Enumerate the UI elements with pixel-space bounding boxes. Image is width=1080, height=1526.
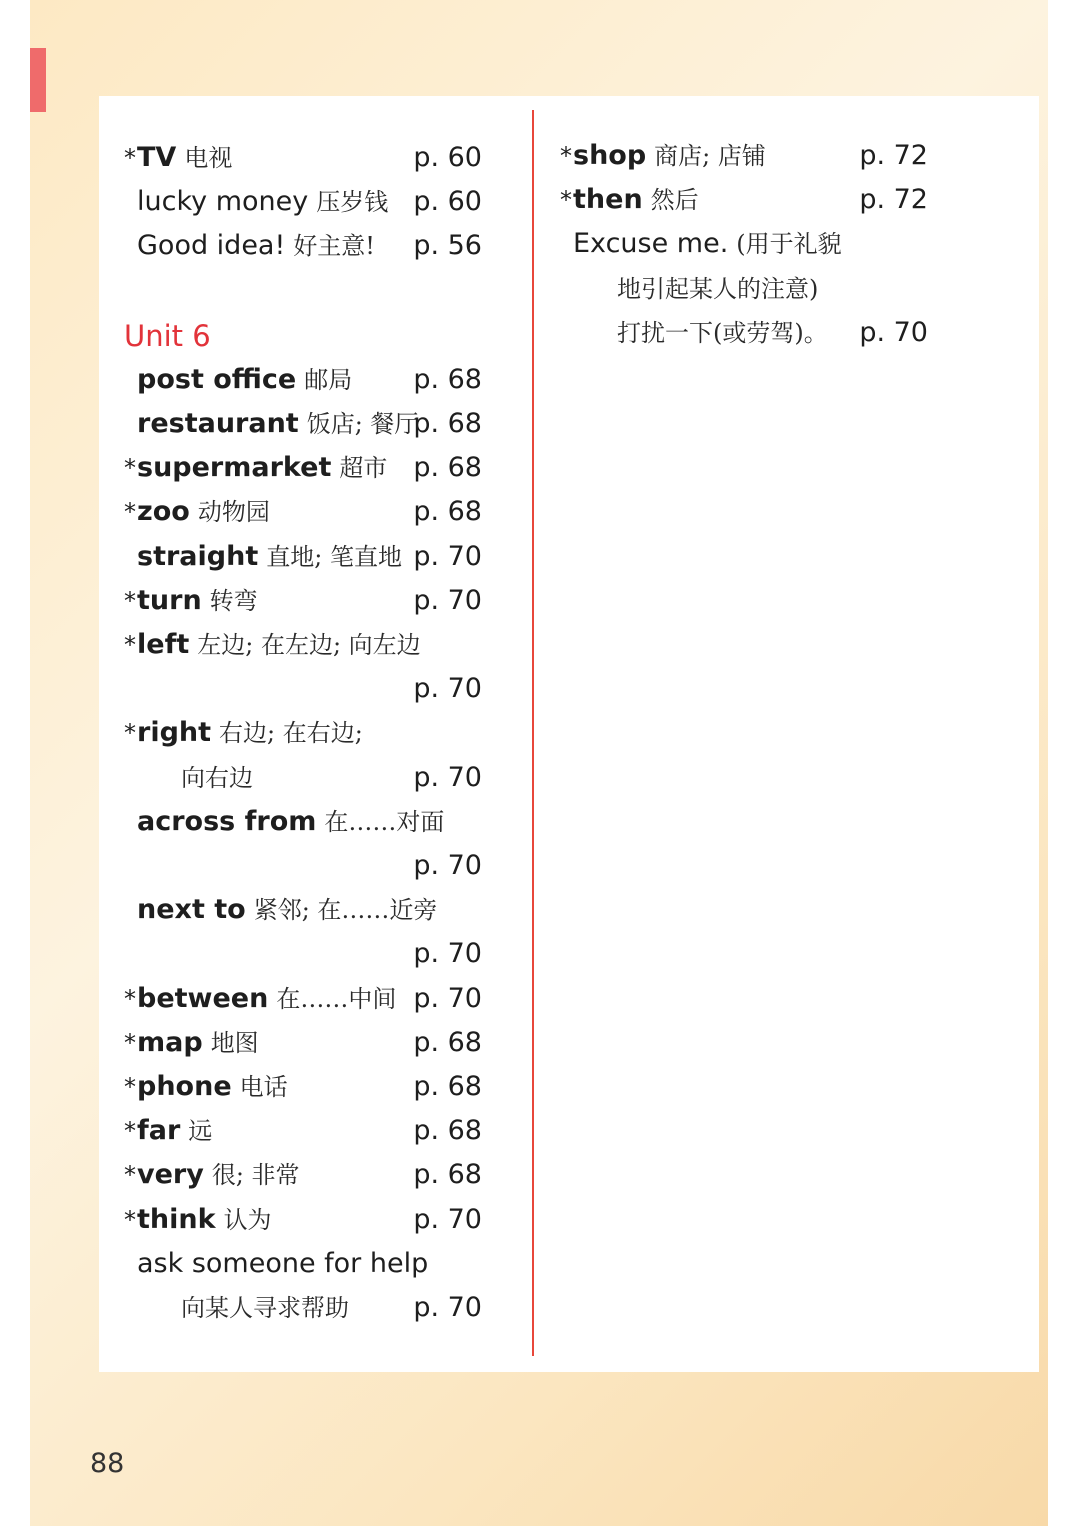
star-marker: * — [124, 454, 136, 483]
vocab-entry — [124, 756, 494, 800]
vocab-entry — [124, 1021, 494, 1065]
page-reference: p. 70 — [413, 982, 482, 1014]
vocab-entry — [124, 535, 494, 579]
star-marker: * — [124, 1161, 136, 1190]
english-word: next to — [137, 894, 246, 926]
chinese-meaning: 商店; 店铺 — [654, 142, 766, 170]
chinese-meaning: 饭店; 餐厅 — [306, 410, 419, 438]
vocab-entry — [124, 180, 494, 224]
chinese-meaning: 认为 — [223, 1205, 272, 1234]
vocab-entry — [124, 800, 494, 844]
vocab-entry — [124, 579, 494, 623]
chinese-meaning: 压岁钱 — [316, 188, 389, 217]
chinese-meaning: 地图 — [210, 1028, 259, 1057]
page-reference: p. 70 — [413, 584, 482, 616]
page-reference: p. 70 — [413, 761, 482, 793]
vocab-entry — [560, 222, 940, 266]
vocab-entry — [560, 134, 940, 178]
english-word: very — [137, 1159, 204, 1191]
english-word: far — [137, 1115, 181, 1147]
column-divider — [532, 110, 534, 1356]
vocab-entry — [124, 844, 494, 888]
vocab-entry — [124, 932, 494, 976]
page-reference: p. 68 — [413, 408, 482, 439]
english-word: between — [137, 982, 269, 1014]
star-marker: * — [124, 1117, 136, 1146]
page-reference: p. 68 — [413, 1159, 482, 1191]
english-word: shop — [573, 140, 647, 171]
star-marker: * — [124, 1028, 136, 1057]
star-marker: * — [124, 144, 136, 172]
page-number: 88 — [90, 1448, 125, 1479]
star-marker: * — [560, 186, 572, 215]
star-marker: * — [124, 1205, 136, 1234]
page-reference: p. 56 — [413, 230, 482, 262]
chinese-meaning: 右边; 在右边; — [219, 719, 363, 748]
chinese-meaning: 动物园 — [197, 498, 270, 527]
english-word: think — [137, 1203, 216, 1235]
english-word: Excuse me. — [573, 228, 729, 260]
chinese-meaning: 打扰一下(或劳驾)。 — [617, 318, 828, 347]
chinese-meaning: 然后 — [650, 186, 699, 215]
vocab-entry — [124, 1198, 494, 1242]
english-word: phone — [137, 1071, 232, 1102]
vocab-entry — [560, 267, 940, 311]
vocab-entry — [124, 1109, 494, 1153]
star-marker: * — [124, 984, 136, 1013]
english-word: turn — [137, 584, 202, 616]
star-marker: * — [124, 586, 136, 615]
page-reference: p. 68 — [413, 452, 482, 484]
star-marker: * — [560, 142, 572, 170]
page-reference: p. 60 — [413, 186, 482, 218]
unit-heading: Unit 6 — [124, 318, 211, 353]
page-reference: p. 68 — [413, 496, 482, 528]
chinese-meaning: 向某人寻求帮助 — [181, 1294, 349, 1322]
page-reference: p. 68 — [413, 1071, 482, 1102]
vocab-entry — [124, 490, 494, 534]
english-word: lucky money — [137, 186, 309, 218]
page-reference: p. 68 — [413, 363, 482, 395]
chinese-meaning: 地引起某人的注意) — [617, 274, 819, 303]
page-reference: p. 70 — [413, 938, 482, 970]
page-reference: p. 68 — [413, 1115, 482, 1147]
english-word: straight — [137, 540, 259, 572]
chinese-meaning: 直地; 笔直地 — [266, 542, 402, 571]
vocab-entry — [124, 667, 494, 711]
page-reference: p. 72 — [859, 140, 928, 171]
chinese-meaning: (用于礼貌 — [736, 230, 842, 259]
vocab-entry — [124, 402, 494, 446]
english-word: restaurant — [137, 408, 299, 439]
star-marker: * — [124, 719, 136, 748]
chinese-meaning: 左边; 在左边; 向左边 — [197, 631, 421, 659]
chinese-meaning: 在……对面 — [324, 807, 445, 836]
page-reference: p. 72 — [859, 184, 928, 216]
vocab-entry — [124, 446, 494, 490]
vocab-entry — [124, 623, 494, 667]
star-marker: * — [124, 1073, 136, 1101]
english-word: map — [137, 1026, 203, 1058]
page-reference: p. 70 — [413, 850, 482, 881]
chinese-meaning: 在……中间 — [276, 984, 397, 1013]
english-word: zoo — [137, 496, 190, 528]
english-word: right — [137, 717, 212, 749]
english-word: supermarket — [137, 452, 332, 484]
chinese-meaning: 好主意! — [293, 232, 375, 261]
vocab-entry — [560, 178, 940, 222]
chinese-meaning: 转弯 — [209, 586, 258, 615]
vocab-entry — [124, 136, 494, 180]
vocab-entry — [124, 888, 494, 932]
vocab-entry — [124, 1242, 494, 1286]
page-reference: p. 70 — [859, 316, 928, 348]
chinese-meaning: 邮局 — [304, 365, 353, 394]
star-marker: * — [124, 631, 136, 659]
page-reference: p. 70 — [413, 540, 482, 572]
page-reference: p. 68 — [413, 1026, 482, 1058]
chapter-tab-marker — [30, 48, 46, 112]
chinese-meaning: 向右边 — [181, 763, 253, 792]
chinese-meaning: 远 — [188, 1117, 213, 1146]
page-reference: p. 60 — [413, 142, 482, 173]
chinese-meaning: 紧邻; 在……近旁 — [253, 896, 438, 925]
vocab-entry — [124, 1153, 494, 1197]
english-word: across from — [137, 805, 317, 837]
star-marker: * — [124, 498, 136, 527]
english-word: left — [137, 629, 190, 660]
vocab-entry — [124, 711, 494, 755]
chinese-meaning: 超市 — [339, 454, 388, 483]
english-word: Good idea! — [137, 230, 286, 262]
vocab-entry — [124, 1286, 494, 1330]
chinese-meaning: 很; 非常 — [211, 1161, 300, 1190]
page-reference: p. 70 — [413, 1292, 482, 1323]
english-word: TV — [137, 142, 177, 173]
chinese-meaning: 电视 — [184, 144, 233, 172]
english-word: then — [573, 184, 643, 216]
vocab-entry — [124, 1065, 494, 1109]
vocab-entry — [124, 977, 494, 1021]
vocab-entry — [560, 311, 940, 355]
page-reference: p. 70 — [413, 1203, 482, 1235]
english-word: ask someone for help — [137, 1247, 429, 1279]
vocab-entry — [124, 224, 494, 268]
page-reference: p. 70 — [413, 673, 482, 705]
vocab-entry — [124, 358, 494, 402]
chinese-meaning: 电话 — [239, 1073, 288, 1101]
english-word: post office — [137, 363, 297, 395]
